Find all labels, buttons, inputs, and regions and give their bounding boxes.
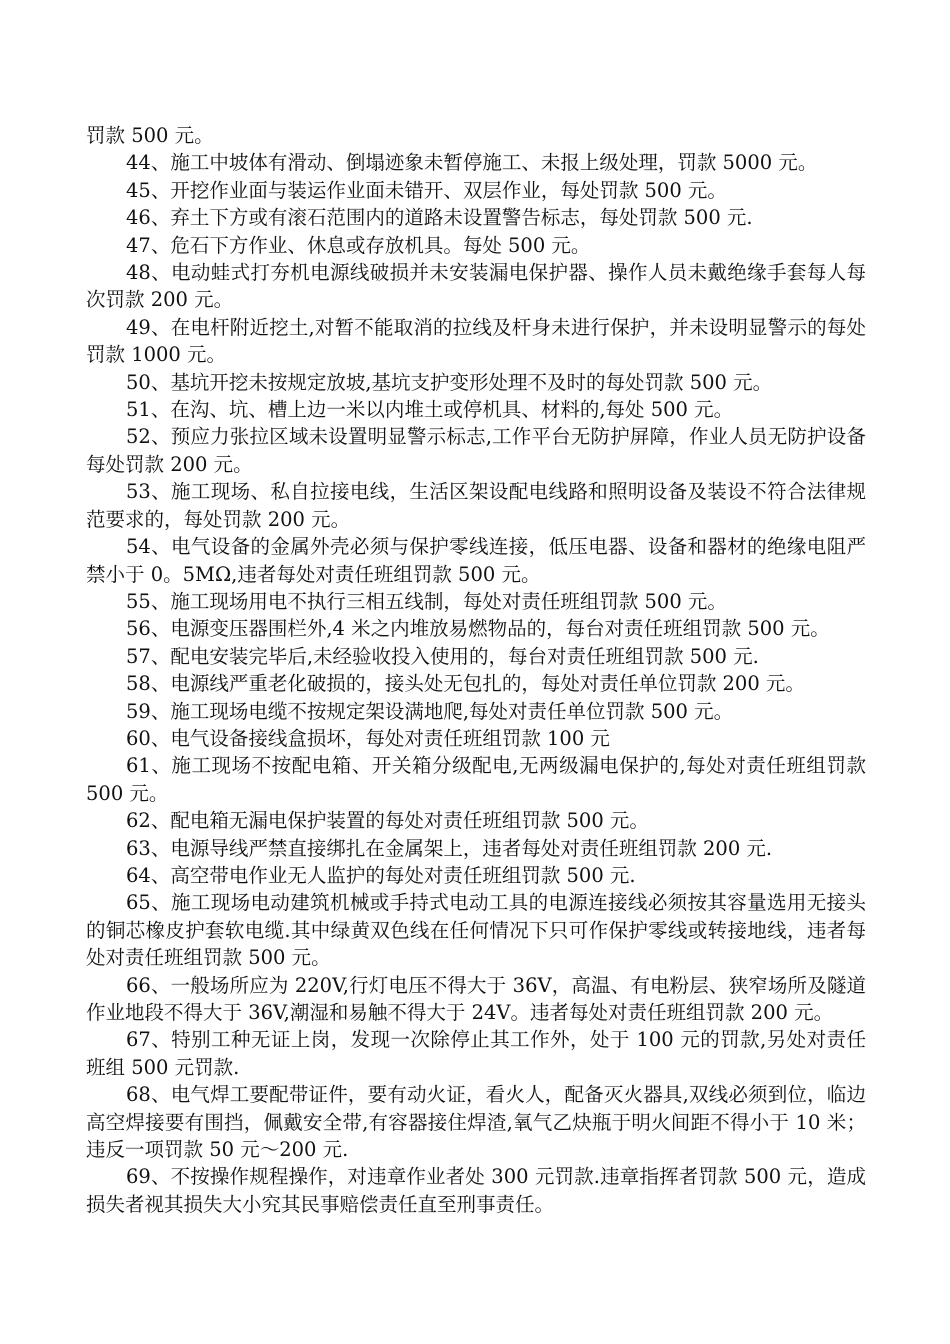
regulation-paragraph: 49、在电杆附近挖土,对暂不能取消的拉线及杆身未进行保护，并未设明显警示的每处罚款 1000 元。 [86, 315, 866, 367]
document-body [86, 122, 866, 1218]
regulation-paragraph: 67、特别工种无证上岗，发现一次除停止其工作外，处于 100 元的罚款,另处对责任班组 500 元罚款. [86, 1028, 866, 1079]
regulation-paragraph: 63、电源导线严禁直接绑扎在金属架上，违者每处对责任班组罚款 200 元. [126, 836, 773, 860]
regulation-paragraph: 68、电气焊工要配带证件，要有动火证，看火人，配备灭火器具,双线必须到位，临边高空焊接要有围挡，佩戴安全带,有容器接住焊渣,氧气乙炔瓶于明火间距不得小于 10 米；违反一项罚款 50 元～200 元. [86, 1083, 866, 1162]
regulation-paragraph: 69、不按操作规程操作，对违章作业者处 300 元罚款.违章指挥者罚款 500 元，造成损失者视其损失大小究其民事赔偿责任直至刑事责任。 [86, 1165, 866, 1216]
regulation-paragraph: 65、施工现场电动建筑机械或手持式电动工具的电源连接线必须按其容量选用无接头的铜芯橡皮护套软电缆.其中绿黄双色线在任何情况下只可作保护零线或转接地线，违者每处对责任班组罚款 500 元。 [86, 891, 866, 970]
regulation-paragraph: 51、在沟、坑、槽上边一米以内堆土或停机具、材料的,每处 500 元。 [126, 398, 734, 422]
regulation-paragraph: 52、预应力张拉区域未设置明显警示标志,工作平台无防护屏障，作业人员无防护设备每处罚款 200 元。 [86, 425, 866, 476]
regulation-paragraph: 50、基坑开挖未按规定放坡,基坑支护变形处理不及时的每处罚款 500 元。 [126, 370, 773, 394]
regulation-paragraph: 48、电动蛙式打夯机电源线破损并未安装漏电保护器、操作人员未戴绝缘手套每人每次罚款 200 元。 [86, 261, 866, 312]
regulation-paragraph: 56、电源变压器围栏外,4 米之内堆放易燃物品的，每台对责任班组罚款 500 元。 [126, 617, 830, 641]
regulation-paragraph: 罚款 500 元。 [86, 124, 214, 147]
regulation-paragraph: 64、高空带电作业无人监护的每处对责任班组罚款 500 元. [126, 863, 636, 887]
regulation-paragraph: 60、电气设备接线盒损坏，每处对责任班组罚款 100 元 [126, 726, 610, 750]
regulation-paragraph: 62、配电箱无漏电保护装置的每处对责任班组罚款 500 元。 [126, 809, 649, 833]
regulation-paragraph: 45、开挖作业面与装运作业面未错开、双层作业，每处罚款 500 元。 [126, 178, 727, 202]
regulation-paragraph: 59、施工现场电缆不按规定架设满地爬,每处对责任单位罚款 500 元。 [126, 699, 734, 723]
regulation-paragraph: 58、电源线严重老化破损的，接头处无包扎的，每处对责任单位罚款 200 元。 [126, 672, 805, 696]
regulation-paragraph: 53、施工现场、私自拉接电线，生活区架设配电线路和照明设备及装设不符合法律规范要求的，每处罚款 200 元。 [86, 480, 866, 531]
regulation-paragraph: 54、电气设备的金属外壳必须与保护零线连接，低压电器、设备和器材的绝缘电阻严禁小于 0。5MΩ,违者每处对责任班组罚款 500 元。 [86, 535, 866, 586]
regulation-paragraph: 55、施工现场用电不执行三相五线制，每处对责任班组罚款 500 元。 [126, 589, 727, 613]
regulation-paragraph: 44、施工中坡体有滑动、倒塌迹象未暂停施工、未报上级处理，罚款 5000 元。 [126, 151, 818, 175]
regulation-paragraph: 47、危石下方作业、休息或存放机具。每处 500 元。 [126, 233, 591, 257]
regulation-paragraph: 66、一般场所应为 220V,行灯电压不得大于 36V，高温、有电粉层、狭窄场所及隧道作业地段不得大于 36V,潮湿和易触不得大于 24V。违者每处对责任班组罚款 200 元。 [86, 973, 866, 1024]
regulation-paragraph: 61、施工现场不按配电箱、开关箱分级配电,无两级漏电保护的,每处对责任班组罚款 500 元。 [86, 754, 866, 805]
regulation-paragraph: 57、配电安装完毕后,未经验收投入使用的，每台对责任班组罚款 500 元. [126, 644, 759, 668]
regulation-paragraph: 46、弃土下方或有滚石范围内的道路未设置警告标志，每处罚款 500 元. [126, 206, 753, 230]
